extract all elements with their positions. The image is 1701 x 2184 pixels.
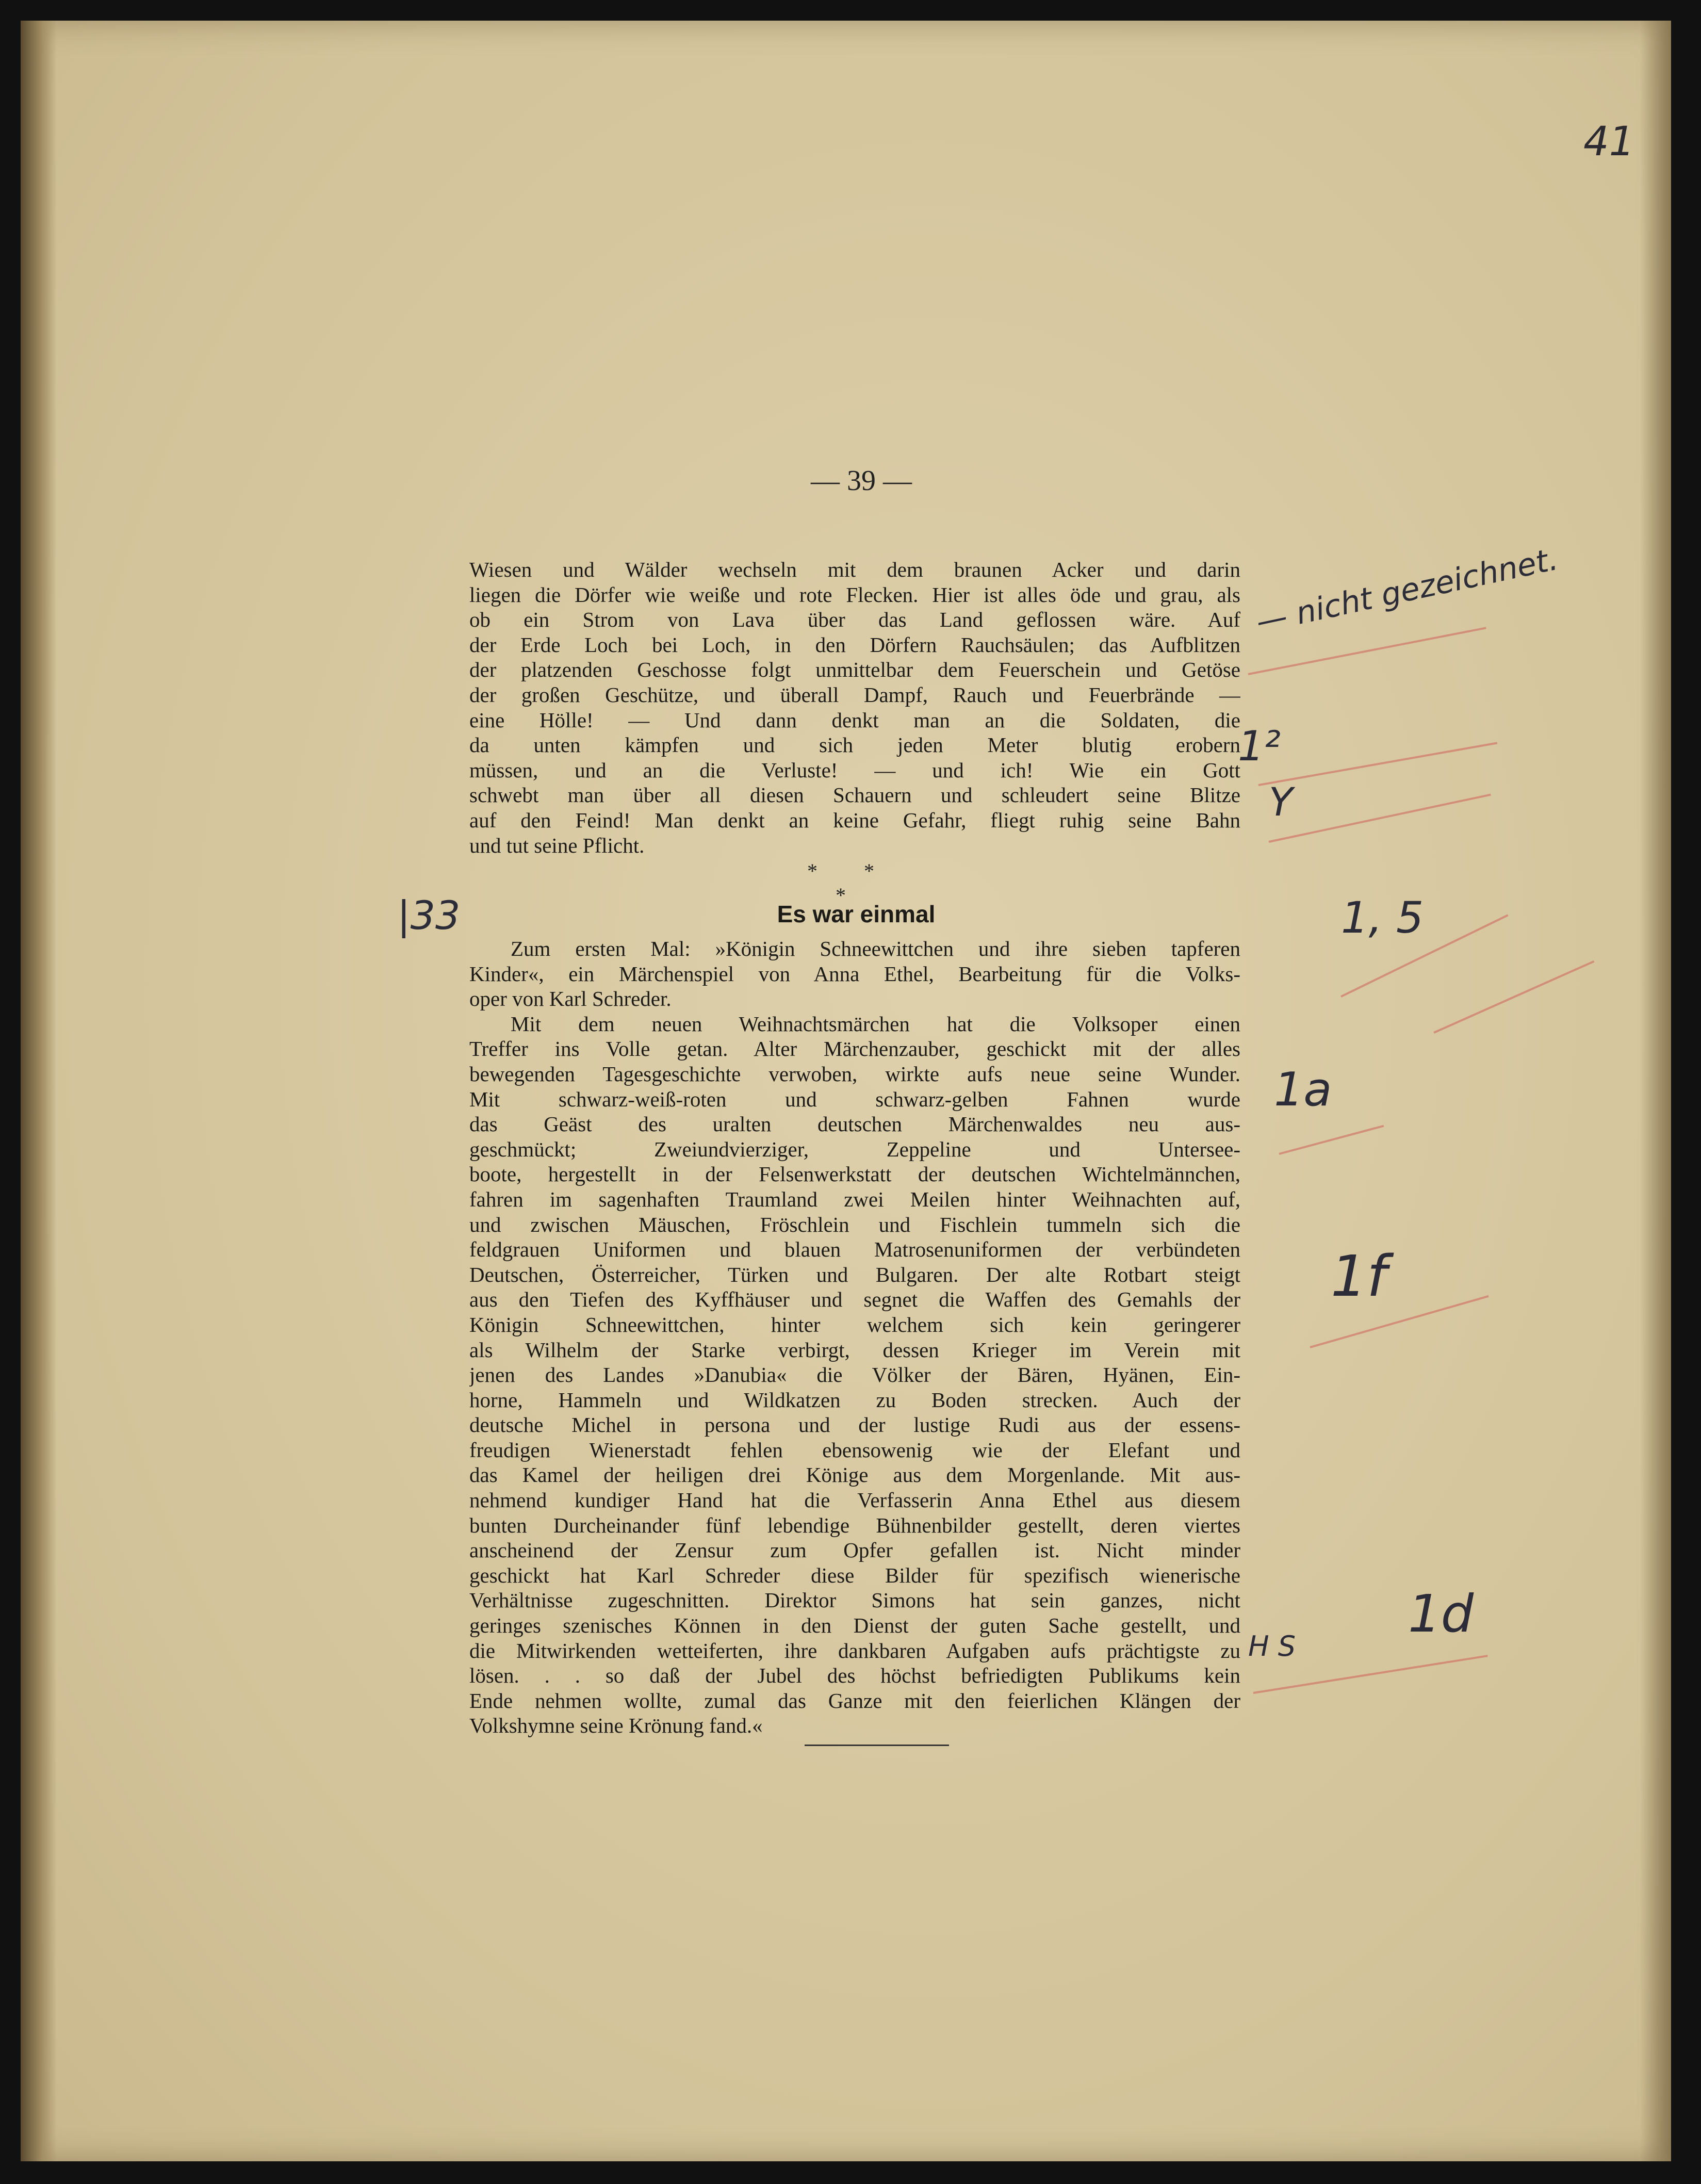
text-line: und tut seine Pflicht. [469,833,645,857]
margin-note: 1f [1331,1243,1387,1309]
text-line: horne, Hammeln und Wildkatzen zu Boden strecken. Auch der [469,1388,1240,1412]
text-line: als Wilhelm der Starke verbirgt, dessen Krieger im Verein mit [469,1338,1240,1362]
text-line: schwebt man über all diesen Schauern und schleudert seine Blitze [469,783,1240,807]
page-number: — 39 — [811,465,912,497]
text-line: Kinder«, ein Märchenspiel von Anna Ethel, Bearbeitung für die Volks- [469,961,1240,986]
margin-note: H S [1248,1630,1296,1663]
text-line: liegen die Dörfer wie weiße und rote Flecken. Hier ist alles öde und grau, als [469,582,1240,607]
text-line: aus den Tiefen des Kyffhäuser und segnet die Waffen des Gemahls der [469,1287,1240,1312]
text-line: ob ein Strom von Lava über das Land geflossen wäre. Auf [469,608,1240,632]
text-line: jenen des Landes »Danubia« die Völker der Bären, Hyänen, Ein- [469,1363,1240,1387]
text-line: Mit dem neuen Weihnachtsmärchen hat die Volksoper einen [511,1012,1240,1036]
text-line: eine Hölle! — Und dann denkt man an die Soldaten, die [469,708,1240,732]
text-line: müssen, und an die Verluste! — und ich! Wie ein Gott [469,758,1240,782]
text-line: anscheinend der Zensur zum Opfer gefallen ist. Nicht minder [469,1538,1240,1562]
text-line: Königin Schneewittchen, hinter welchem sich kein geringerer [469,1312,1240,1337]
text-line: nehmend kundiger Hand hat die Verfasserin Anna Ethel aus diesem [469,1488,1240,1512]
text-line: deutsche Michel in persona und der lustige Rudi aus der essens- [469,1413,1240,1437]
page-edge [1640,21,1671,2161]
text-line: freudigen Wienerstadt fehlen ebensowenig wie der Elefant und [469,1438,1240,1462]
text-line: das Geäst des uralten deutschen Märchenwaldes neu aus- [469,1112,1240,1136]
text-line: da unten kämpfen und sich jeden Meter blutig erobern [469,733,1240,757]
text-line: und zwischen Mäuschen, Fröschlein und Fischlein tummeln sich die [469,1212,1240,1236]
red-pencil-stroke [1433,960,1594,1034]
margin-note: Y [1269,779,1293,825]
text-line: bunten Durcheinander fünf lebendige Bühnenbilder gestellt, deren viertes [469,1513,1240,1537]
text-line: Treffer ins Volle getan. Alter Märchenzauber, geschickt mit der alles [469,1037,1240,1061]
scanned-page [21,21,1671,2161]
red-pencil-stroke [1258,742,1498,786]
text-line: Zum ersten Mal: »Königin Schneewittchen und ihre sieben tapferen [511,937,1240,960]
text-line: Ende nehmen wollte, zumal das Ganze mit den feierlichen Klängen der [469,1688,1240,1713]
text-line: der platzenden Geschosse folgt unmittelbar dem Feuerschein und Getöse [469,658,1240,682]
text-line: feldgrauen Uniformen und blauen Matrosenuniformen der verbündeten [469,1237,1240,1262]
margin-note: 1² [1238,722,1281,770]
text-line: Mit schwarz-weiß-roten und schwarz-gelben Fahnen wurde [469,1087,1240,1111]
section-separator: * * * [807,859,895,907]
end-rule [805,1745,949,1746]
margin-note: 1a [1274,1063,1332,1117]
margin-note: |33 [397,892,461,938]
text-line: fahren im sagenhaften Traumland zwei Meilen hinter Weihnachten auf, [469,1187,1240,1211]
text-line: oper von Karl Schreder. [469,987,672,1011]
text-line: geschickt hat Karl Schreder diese Bilder für spezifisch wienerische [469,1563,1240,1587]
folio-number: 41 [1583,119,1635,165]
text-line: geschmückt; Zweiundvierziger, Zeppeline und Untersee- [469,1137,1240,1161]
book-gutter [21,21,57,2161]
text-line: lösen. . . so daß der Jubel des höchst befriedigten Publikums kein [469,1664,1240,1688]
text-line: Volkshymne seine Krönung fand.« [469,1714,763,1738]
text-line: bewegenden Tagesgeschichte verwoben, wirkte aufs neue seine Wunder. [469,1062,1240,1086]
text-line: die Mitwirkenden wetteiferten, ihre dankbaren Aufgaben aufs prächtigste zu [469,1638,1240,1663]
margin-note: 1, 5 [1341,892,1424,943]
article-heading: Es war einmal [777,901,936,927]
red-pencil-stroke [1279,1125,1384,1155]
paragraph-2 [469,936,1240,1738]
text-line: Verhältnisse zugeschnitten. Direktor Simons hat sein ganzes, nicht [469,1588,1240,1612]
text-line: der Erde Loch bei Loch, in den Dörfern Rauchsäulen; das Aufblitzen [469,632,1240,657]
margin-note: 1d [1408,1584,1474,1644]
text-line: boote, hergestellt in der Felsenwerkstatt der deutschen Wichtelmännchen, [469,1162,1240,1186]
text-line: auf den Feind! Man denkt an keine Gefahr, fliegt ruhig seine Bahn [469,808,1240,832]
red-pencil-stroke [1269,794,1491,843]
text-line: das Kamel der heiligen drei Könige aus dem Morgenlande. Mit aus- [469,1463,1240,1487]
margin-note: — nicht gezeichnet. [1253,541,1561,641]
text-line: geringes szenisches Können in den Dienst der guten Sache gestellt, und [469,1613,1240,1638]
text-line: Deutschen, Österreicher, Türken und Bulgaren. Der alte Rotbart steigt [469,1262,1240,1286]
text-line: Wiesen und Wälder wechseln mit dem braunen Acker und darin [469,558,1240,581]
text-line: der großen Geschütze, und überall Dampf, Rauch und Feuerbrände — [469,682,1240,707]
paragraph-1 [469,557,1240,858]
